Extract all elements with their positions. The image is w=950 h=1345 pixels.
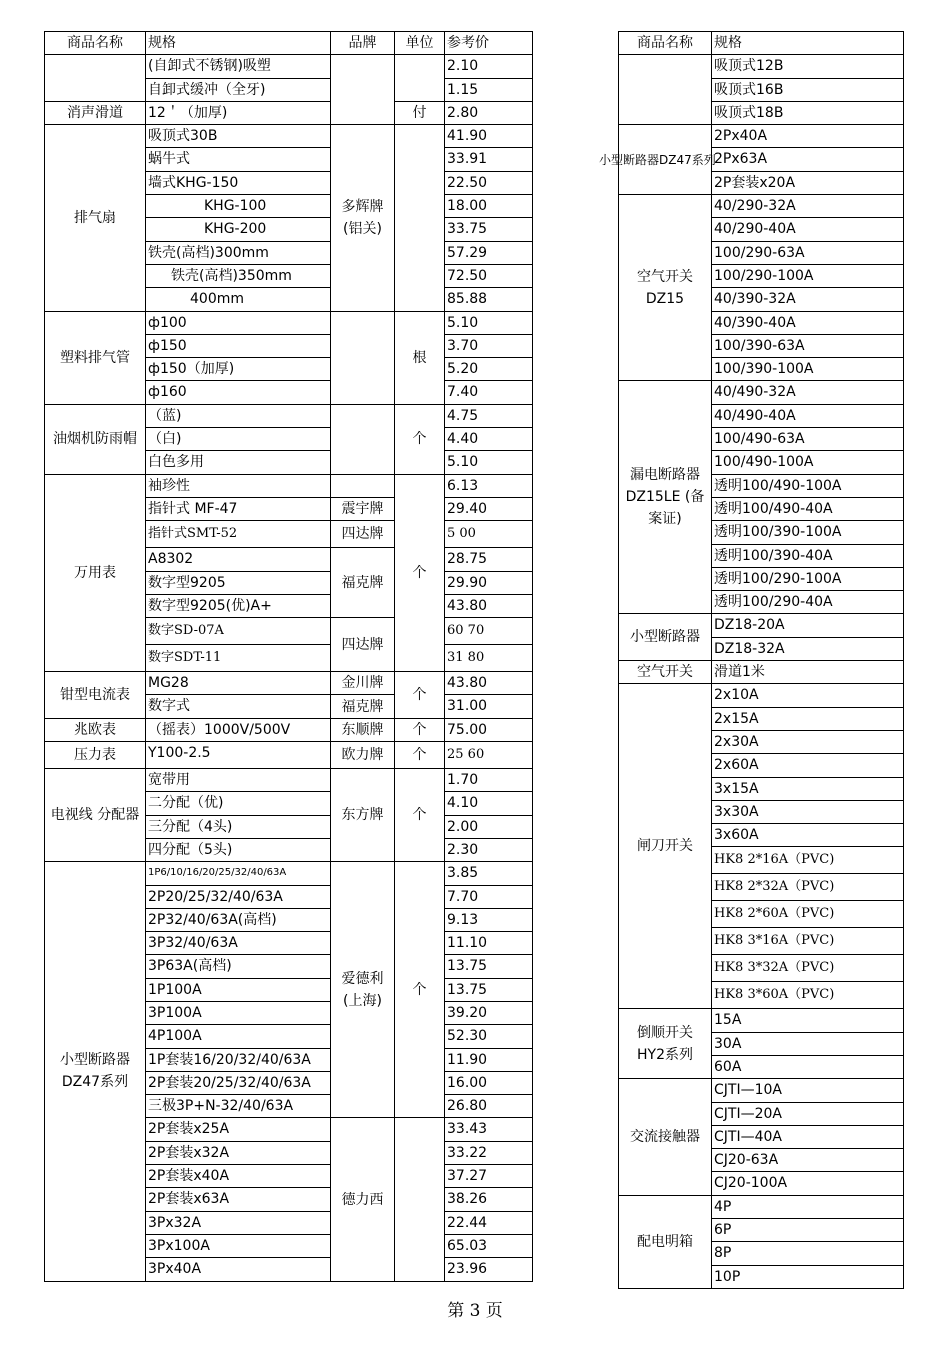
brand-cell: 四达牌 (331, 618, 395, 672)
spec-cell: 2x15A (712, 707, 904, 730)
spec-cell: 吸顶式12B (712, 55, 904, 78)
product-name-cell: 电视线 分配器 (45, 769, 146, 862)
brand-cell: 四达牌 (331, 521, 395, 548)
price-cell: 57.29 (445, 241, 533, 264)
price-cell: 13.75 (445, 955, 533, 978)
price-cell: 23.96 (445, 1258, 533, 1281)
spec-cell: 墙式KHG-150 (146, 171, 331, 194)
spec-cell: HK8 2*16A（PVC) (712, 847, 904, 874)
brand-cell: 欧力牌 (331, 742, 395, 769)
unit-cell: 付 (395, 101, 445, 124)
spec-cell: 2P20/25/32/40/63A (146, 885, 331, 908)
table-row (619, 1009, 904, 1032)
spec-header: 规格 (712, 32, 904, 55)
spec-cell: 指针式SMT-52 (146, 521, 331, 548)
brand-cell (331, 55, 395, 125)
spec-cell: 2P套装x63A (146, 1188, 331, 1211)
page-number: 第 3 页 (447, 1301, 503, 1321)
product-name-cell: 小型断路器DZ47系列 (599, 125, 692, 195)
price-cell: 4.10 (445, 792, 533, 815)
spec-cell: CJTI—10A (712, 1079, 904, 1102)
price-cell: 5 00 (445, 521, 533, 548)
spec-cell: 2P套装20/25/32/40/63A (146, 1071, 331, 1094)
price-cell: 22.50 (445, 171, 533, 194)
spec-cell: 2x30A (712, 730, 904, 753)
unit-cell: 个 (395, 404, 445, 474)
spec-cell: 吸顶式18B (712, 101, 904, 124)
price-cell: 5.10 (445, 311, 533, 334)
table-row (45, 474, 533, 497)
price-cell: 5.10 (445, 451, 533, 474)
table-row (619, 614, 904, 637)
spec-cell: 宽带用 (146, 769, 331, 792)
spec-cell: 2x10A (712, 684, 904, 707)
price-cell: 18.00 (445, 195, 533, 218)
spec-cell: 40/290-32A (712, 195, 904, 218)
brand-cell (331, 311, 395, 404)
spec-cell: 透明100/490-40A (712, 497, 904, 520)
spec-cell: 1P100A (146, 978, 331, 1001)
spec-cell: 30A (712, 1032, 904, 1055)
table-row (619, 1079, 904, 1102)
spec-cell: （蓝) (146, 404, 331, 427)
price-cell: 6.13 (445, 474, 533, 497)
price-cell: 52.30 (445, 1025, 533, 1048)
table-row (619, 125, 904, 148)
spec-cell: （白) (146, 428, 331, 451)
spec-cell: ф100 (146, 311, 331, 334)
price-cell: 43.80 (445, 672, 533, 695)
spec-cell: 3Px32A (146, 1211, 331, 1234)
price-cell: 39.20 (445, 1001, 533, 1024)
price-cell: 5.20 (445, 358, 533, 381)
spec-cell: CJTI—20A (712, 1102, 904, 1125)
price-cell: 33.75 (445, 218, 533, 241)
product-name-cell: 排气扇 (45, 125, 146, 311)
spec-cell: HK8 3*16A（PVC) (712, 928, 904, 955)
spec-cell: ф150 (146, 334, 331, 357)
spec-cell: 400mm (146, 288, 331, 311)
spec-cell: 100/490-63A (712, 428, 904, 451)
price-cell: 13.75 (445, 978, 533, 1001)
spec-cell: 吸顶式16B (712, 78, 904, 101)
spec-cell: 3x60A (712, 824, 904, 847)
spec-cell: 数字SD-07A (146, 618, 331, 645)
price-cell: 43.80 (445, 594, 533, 617)
brand-cell: 爱德利 (上海) (331, 862, 395, 1118)
product-name-cell: 兆欧表 (45, 718, 146, 741)
spec-cell: 吸顶式30B (146, 125, 331, 148)
spec-header: 规格 (146, 32, 331, 55)
brand-cell: 金川牌 (331, 672, 395, 695)
price-cell: 75.00 (445, 718, 533, 741)
spec-cell: 3Px100A (146, 1234, 331, 1257)
spec-cell: 12＇（加厚) (146, 101, 331, 124)
price-cell: 2.80 (445, 101, 533, 124)
product-name-cell: 消声滑道 (45, 101, 146, 124)
spec-cell: 100/390-63A (712, 334, 904, 357)
table-row (619, 661, 904, 684)
spec-cell: 二分配（优) (146, 792, 331, 815)
spec-cell: HK8 2*60A（PVC) (712, 901, 904, 928)
product-name-cell (45, 55, 146, 102)
spec-cell: 透明100/390-100A (712, 521, 904, 544)
spec-cell: MG28 (146, 672, 331, 695)
price-cell: 31 80 (445, 645, 533, 672)
spec-cell: CJ20-100A (712, 1172, 904, 1195)
price-cell: 7.70 (445, 885, 533, 908)
product-name-cell: 压力表 (45, 742, 146, 769)
brand-header: 品牌 (331, 32, 395, 55)
table-row (45, 862, 533, 885)
spec-cell: 2Px40A (712, 125, 904, 148)
product-name-cell: 万用表 (45, 474, 146, 671)
price-cell: 85.88 (445, 288, 533, 311)
product-name-cell: 钳型电流表 (45, 672, 146, 719)
spec-cell: A8302 (146, 548, 331, 571)
spec-cell: 数字型9205 (146, 571, 331, 594)
spec-cell: 白色多用 (146, 451, 331, 474)
price-cell: 1.70 (445, 769, 533, 792)
table-row (619, 1195, 904, 1218)
brand-cell (331, 474, 395, 497)
price-cell: 7.40 (445, 381, 533, 404)
unit-header: 单位 (395, 32, 445, 55)
price-cell: 29.90 (445, 571, 533, 594)
table-row (45, 718, 533, 741)
spec-cell: 8P (712, 1242, 904, 1265)
price-cell: 3.70 (445, 334, 533, 357)
brand-cell: 多辉牌 (铝关) (331, 125, 395, 311)
spec-cell: 40/490-32A (712, 381, 904, 404)
spec-cell: 1P6/10/16/20/25/32/40/63A (146, 862, 331, 885)
spec-cell: 袖珍性 (146, 474, 331, 497)
spec-cell: 100/290-100A (712, 264, 904, 287)
product-name-cell: 交流接触器 (619, 1079, 712, 1195)
spec-cell: 数字SDT-11 (146, 645, 331, 672)
unit-cell: 个 (395, 672, 445, 719)
product-name-cell: 油烟机防雨帽 (45, 404, 146, 474)
left-price-table (44, 31, 533, 1282)
brand-cell: 东方牌 (331, 769, 395, 862)
price-cell: 26.80 (445, 1095, 533, 1118)
price-cell: 1.15 (445, 78, 533, 101)
unit-cell: 根 (395, 311, 445, 404)
spec-cell: 铁壳(高档)350mm (146, 264, 331, 287)
price-cell: 22.44 (445, 1211, 533, 1234)
product-name-cell: 倒顺开关 HY2系列 (619, 1009, 712, 1079)
price-cell: 16.00 (445, 1071, 533, 1094)
price-cell: 28.75 (445, 548, 533, 571)
price-cell: 33.22 (445, 1141, 533, 1164)
product-name-cell: 空气开关 (619, 661, 712, 684)
brand-cell: 福克牌 (331, 695, 395, 718)
price-cell: 38.26 (445, 1188, 533, 1211)
brand-cell: 德力西 (331, 1118, 395, 1281)
spec-cell: ф150（加厚) (146, 358, 331, 381)
spec-cell: 3x15A (712, 777, 904, 800)
product-name-cell: 空气开关 DZ15 (619, 195, 712, 381)
table-row (45, 101, 533, 124)
price-cell: 33.43 (445, 1118, 533, 1141)
spec-cell: 40/390-40A (712, 311, 904, 334)
spec-cell: HK8 2*32A（PVC) (712, 874, 904, 901)
price-cell: 4.40 (445, 428, 533, 451)
spec-cell: 40/490-40A (712, 404, 904, 427)
table-row (45, 742, 533, 769)
unit-cell (395, 125, 445, 311)
spec-cell: KHG-200 (146, 218, 331, 241)
spec-cell: 透明100/390-40A (712, 544, 904, 567)
spec-cell: DZ18-32A (712, 637, 904, 660)
unit-cell (395, 1118, 445, 1281)
spec-cell: 100/490-100A (712, 451, 904, 474)
spec-cell: 2Px63A (712, 148, 904, 171)
product-name-cell: 配电明箱 (619, 1195, 712, 1288)
spec-cell: 透明100/490-100A (712, 474, 904, 497)
spec-cell: 6P (712, 1219, 904, 1242)
unit-cell: 个 (395, 718, 445, 741)
spec-cell: 4P (712, 1195, 904, 1218)
spec-cell: 100/390-100A (712, 358, 904, 381)
table-row (619, 684, 904, 707)
spec-cell: 3P63A(高档) (146, 955, 331, 978)
spec-cell: 铁壳(高档)300mm (146, 241, 331, 264)
price-cell: 33.91 (445, 148, 533, 171)
spec-cell: 数字型9205(优)A+ (146, 594, 331, 617)
spec-cell: 三分配（4头) (146, 815, 331, 838)
price-header: 参考价 (445, 32, 533, 55)
header-row (619, 32, 904, 55)
spec-cell: HK8 3*60A（PVC) (712, 982, 904, 1009)
brand-cell: 福克牌 (331, 548, 395, 618)
spec-cell: ф160 (146, 381, 331, 404)
spec-cell: 3P100A (146, 1001, 331, 1024)
spec-cell: 3x30A (712, 800, 904, 823)
brand-cell: 震宇牌 (331, 497, 395, 520)
unit-cell: 个 (395, 862, 445, 1118)
spec-cell: 滑道1米 (712, 661, 904, 684)
spec-cell: 数字式 (146, 695, 331, 718)
price-cell: 60 70 (445, 618, 533, 645)
price-cell: 25 60 (445, 742, 533, 769)
table-row (45, 311, 533, 334)
spec-cell: 四分配（5头) (146, 838, 331, 861)
product-name-cell (619, 55, 712, 125)
price-cell: 2.10 (445, 55, 533, 78)
price-cell: 29.40 (445, 497, 533, 520)
spec-cell: （摇表）1000V/500V (146, 718, 331, 741)
price-cell: 11.90 (445, 1048, 533, 1071)
unit-cell: 个 (395, 742, 445, 769)
spec-cell: 100/290-63A (712, 241, 904, 264)
table-row (619, 55, 904, 78)
table-row (45, 672, 533, 695)
spec-cell: KHG-100 (146, 195, 331, 218)
spec-cell: 15A (712, 1009, 904, 1032)
spec-cell: CJ20-63A (712, 1149, 904, 1172)
product-name-cell: 漏电断路器 DZ15LE (备案证) (619, 381, 712, 614)
spec-cell: (自卸式不锈钢)吸塑 (146, 55, 331, 78)
spec-cell: Y100-2.5 (146, 742, 331, 769)
unit-cell: 个 (395, 769, 445, 862)
product-name-header: 商品名称 (619, 32, 712, 55)
table-row (45, 404, 533, 427)
spec-cell: 60A (712, 1055, 904, 1078)
spec-cell: 10P (712, 1265, 904, 1288)
price-cell: 41.90 (445, 125, 533, 148)
spec-cell: 指针式 MF-47 (146, 497, 331, 520)
price-cell: 2.30 (445, 838, 533, 861)
spec-cell: 2x60A (712, 754, 904, 777)
spec-cell: 2P套装x20A (712, 171, 904, 194)
spec-cell: 2P套装x25A (146, 1118, 331, 1141)
spec-cell: 2P套装x40A (146, 1165, 331, 1188)
price-cell: 11.10 (445, 932, 533, 955)
spec-cell: 3P32/40/63A (146, 932, 331, 955)
price-cell: 2.00 (445, 815, 533, 838)
price-cell: 37.27 (445, 1165, 533, 1188)
product-name-cell: 闸刀开关 (619, 684, 712, 1009)
product-name-cell: 塑料排气管 (45, 311, 146, 404)
price-cell: 72.50 (445, 264, 533, 287)
spec-cell: 自卸式缓冲（全牙) (146, 78, 331, 101)
price-cell: 3.85 (445, 862, 533, 885)
price-cell: 4.75 (445, 404, 533, 427)
table-row (619, 381, 904, 404)
table-row (45, 769, 533, 792)
spec-cell: 4P100A (146, 1025, 331, 1048)
spec-cell: 40/290-40A (712, 218, 904, 241)
unit-cell (395, 55, 445, 102)
price-cell: 9.13 (445, 908, 533, 931)
product-name-cell: 小型断路器 DZ47系列 (45, 862, 146, 1281)
spec-cell: 三极3P+N-32/40/63A (146, 1095, 331, 1118)
spec-cell: 40/390-32A (712, 288, 904, 311)
price-cell: 31.00 (445, 695, 533, 718)
price-cell: 65.03 (445, 1234, 533, 1257)
brand-cell: 东顺牌 (331, 718, 395, 741)
unit-cell: 个 (395, 474, 445, 671)
right-price-table (599, 31, 904, 1289)
spec-cell: 3Px40A (146, 1258, 331, 1281)
product-name-header: 商品名称 (45, 32, 146, 55)
table-row (619, 195, 904, 218)
spec-cell: HK8 3*32A（PVC) (712, 955, 904, 982)
spec-cell: 透明100/290-100A (712, 567, 904, 590)
header-row (45, 32, 533, 55)
spec-cell: CJTI—40A (712, 1125, 904, 1148)
spec-cell: 透明100/290-40A (712, 591, 904, 614)
spec-cell: 2P套装x32A (146, 1141, 331, 1164)
brand-cell (331, 404, 395, 474)
spec-cell: 2P32/40/63A(高档) (146, 908, 331, 931)
table-row (45, 125, 533, 148)
spec-cell: DZ18-20A (712, 614, 904, 637)
table-row (45, 55, 533, 78)
spec-cell: 1P套装16/20/32/40/63A (146, 1048, 331, 1071)
spec-cell: 蜗牛式 (146, 148, 331, 171)
product-name-cell: 小型断路器 (619, 614, 712, 661)
